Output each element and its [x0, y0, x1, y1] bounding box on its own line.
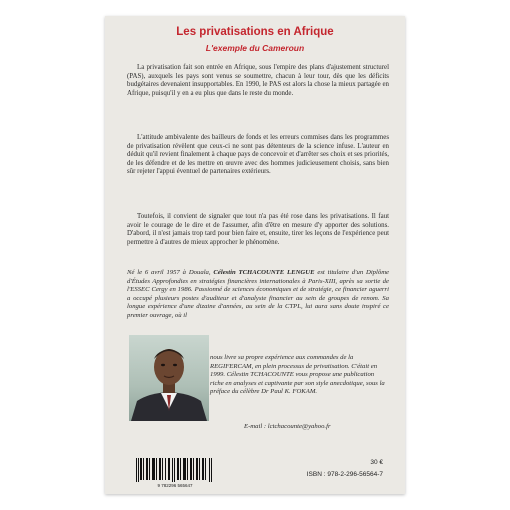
author-email: E-mail : lctchacounte@yahoo.fr — [244, 423, 331, 430]
isbn: ISBN : 978-2-296-56564-7 — [306, 471, 383, 478]
book-back-cover — [105, 16, 405, 494]
author-bio-continued: nous livre sa propre expérience aux commandes de la REGIFERCAM, en plein processus de privatisation. C'était en 1999. Célestin TCHACOUNTE vous propose une publication riche en analyses et captivante par son style anecdotique, sous la préface du célèbre Dr Paul K. FOKAM. — [210, 354, 385, 395]
blurb-text: L'attitude ambivalente des bailleurs de fonds et les erreurs commises dans les programmes de privatisation révèlent que ceux-ci ne sont pas détenteurs de la science infuse. L'auteur en déduit qu'il revient finalement à chaque pays de concevoir et d'arrêter ses choix et ses priorités, de les défendre et de les mettre en œuvre avec des hommes judicieusement choisis, sans bien sûr rejeter l'appui éventuel de partenaires extérieurs. — [127, 134, 389, 175]
barcode-number: 9 782296 565647 — [157, 483, 193, 488]
book-title: Les privatisations en Afrique — [176, 26, 334, 38]
barcode — [135, 458, 215, 482]
blurb-paragraph-2 — [127, 134, 389, 177]
bio-text: est titulaire d'un Diplôme d'Études Approfondies en stratégies financières internationales à Paris-XIII, après sa sortie de l'ESSEC Cergy en 1986. Passionné de sciences économiques et de stratégie, ce financier aguerri a occupé plusieurs postes d'auditeur et d'analyste financier au sein de groupes de renom. Sa longue expérience d'une dizaine d'années, au sein de la CTPL, lui aura sans doute inspiré ce premier ouvrage, où il — [127, 269, 390, 319]
blurb-paragraph-1 — [127, 64, 389, 98]
bio-intro: Né le 6 avril 1957 à Douala, — [127, 269, 211, 276]
blurb-paragraph-3 — [127, 213, 389, 247]
book-subtitle: L'exemple du Cameroun — [205, 43, 305, 53]
price: 30 € — [370, 459, 383, 466]
author-photo — [129, 335, 209, 421]
author-bio — [127, 269, 389, 320]
author-name: Célestin TCHACOUNTE LENGUE — [213, 269, 315, 276]
blurb-text: La privatisation fait son entrée en Afrique, sous l'empire des plans d'ajustement structurel (PAS), auxquels les pays sont venus se soumettre, chacun à leur tour, dès que les déficits budgétaires devenaient insupportables. En 1990, le PAS est alors la chose la mieux partagée en Afrique, puisqu'il y en a eu plus que dans le reste du monde. — [127, 64, 389, 97]
blurb-text: Toutefois, il convient de signaler que tout n'a pas été rose dans les privatisations. Il faut avoir le courage de le dire et de l'assumer, afin d'être en mesure d'y apporter des solutions. D'abord, il n'est jamais trop tard pour bien faire et, ensuite, tirer les leçons de l'expérience peut permettre à d'autres de mieux approcher le phénomène. — [127, 213, 389, 246]
